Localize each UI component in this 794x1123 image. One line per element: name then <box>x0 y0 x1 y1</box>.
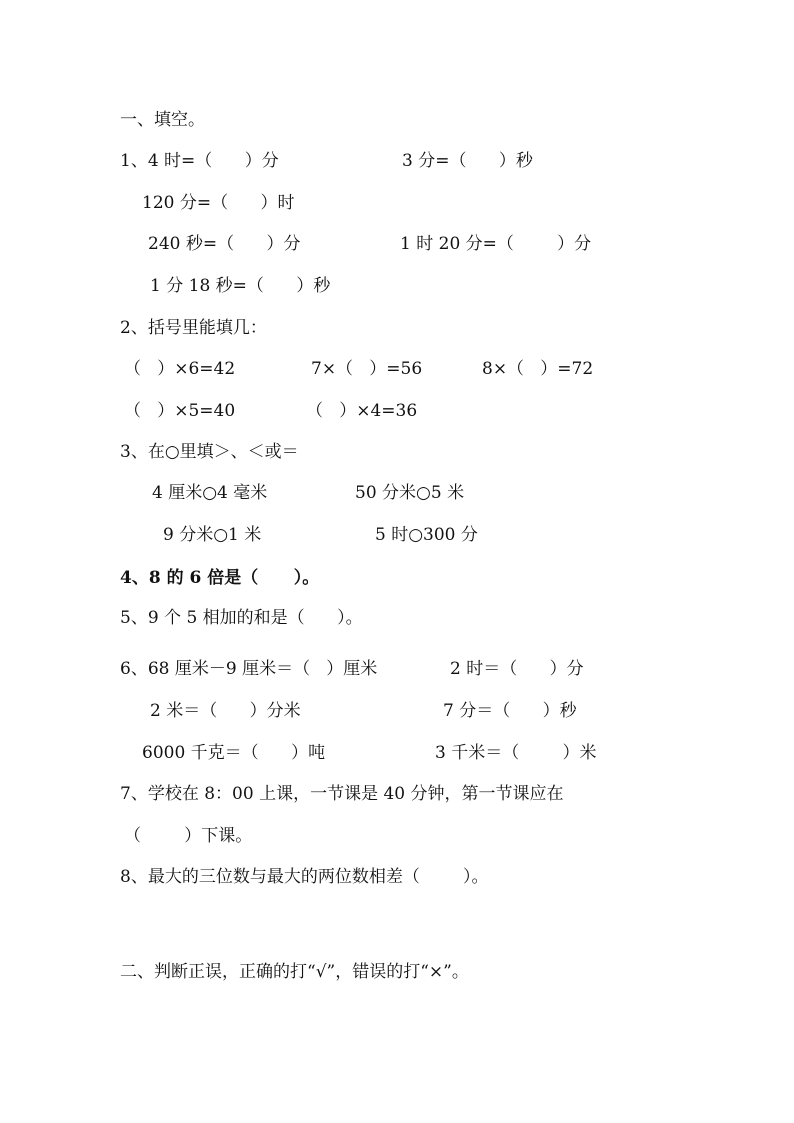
q6-item-a: 6、68 厘米－9 厘米＝（ ）厘米 <box>120 659 378 679</box>
q6-item-e: 6000 千克＝（ ）吨 <box>142 743 326 763</box>
q3-item-d: 5 时○300 分 <box>375 525 478 545</box>
q2-item-d: （ ）×5=40 <box>124 401 236 421</box>
q1-item-d: 240 秒=（ ）分 <box>148 234 301 254</box>
q6-item-f: 3 千米＝（ ）米 <box>435 743 597 763</box>
q6-item-b: 2 时＝（ ）分 <box>450 659 584 679</box>
q6-item-c: 2 米＝（ ）分米 <box>150 701 301 721</box>
q3-item-c: 9 分米○1 米 <box>163 525 262 545</box>
q2-item-b: 7×（ ）=56 <box>311 359 423 379</box>
q2-item-c: 8×（ ）=72 <box>482 359 594 379</box>
q3-title: 3、在○里填＞、＜或＝ <box>120 442 299 462</box>
q1-item-f: 1 分 18 秒=（ ）秒 <box>150 276 331 296</box>
section2-heading: 二、判断正误，正确的打“√”，错误的打“×”。 <box>120 962 469 982</box>
q8: 8、最大的三位数与最大的两位数相差（ ）。 <box>120 867 489 887</box>
section1-heading: 一、填空。 <box>120 110 205 130</box>
q7-line1: 7、学校在 8：00 上课，一节课是 40 分钟，第一节课应在 <box>120 784 564 804</box>
q2-title: 2、括号里能填几： <box>120 318 267 338</box>
q2-item-a: （ ）×6=42 <box>124 359 236 379</box>
q7-line2: （ ）下课。 <box>124 826 253 846</box>
q6-item-d: 7 分＝（ ）秒 <box>443 701 577 721</box>
q1-item-a: 1、4 时=（ ）分 <box>120 151 279 171</box>
q3-item-a: 4 厘米○4 毫米 <box>152 483 268 503</box>
q1-item-e: 1 时 20 分=（ ）分 <box>400 234 592 254</box>
q1-item-c: 120 分=（ ）时 <box>142 193 295 213</box>
q3-item-b: 50 分米○5 米 <box>355 483 465 503</box>
q5: 5、9 个 5 相加的和是（ ）。 <box>120 608 363 628</box>
q1-item-b: 3 分=（ ）秒 <box>402 151 533 171</box>
q4: 4、8 的 6 倍是（ ）。 <box>120 568 320 588</box>
q2-item-e: （ ）×4=36 <box>306 401 418 421</box>
